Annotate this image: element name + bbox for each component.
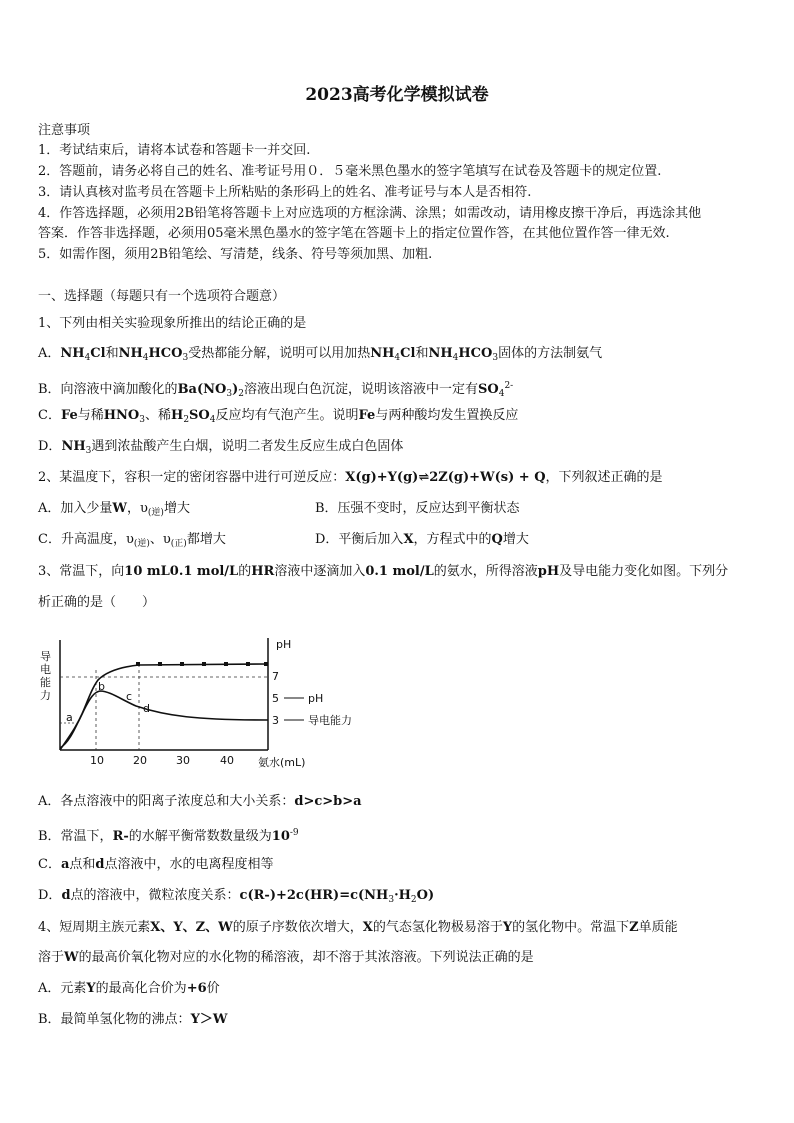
legend-ph-label: pH [308,692,324,705]
right-tick-label: 3 [272,714,279,727]
note-item: 5．如需作图，须用2B铅笔绘、写清楚，线条、符号等须加黑、加粗. [38,247,433,262]
y-axis-label-char: 电 [40,663,51,676]
point-d-label: d [143,702,150,715]
question-3-option-c: C．a点和d点溶液中，水的电离程度相等 [38,857,274,872]
y-axis-label-char: 能 [40,676,51,689]
question-1-option-d: D．$NH_3$遇到浓盐酸产生白烟，说明二者发生反应生成白色固体 [38,439,404,456]
note-item: 4．作答选择题，必须用2B铅笔将答题卡上对应选项的方框涂满、涂黑；如需改动，请用橡皮擦干净后，再选涂其他 [38,206,702,221]
question-4-stem-line-1: 4、短周期主族元素X、Y、Z、W的原子序数依次增大，X的气态氢化物极易溶于Y的氢化物中。常温下Z单质能 [38,920,678,935]
question-2-option-a: A．加入少量W，$\upsilon_{(逆)}$增大 [38,501,190,518]
question-2-option-c: C．升高温度，$\upsilon_{(逆)}$、$\upsilon_{(正)}$都增大 [38,532,226,549]
question-3-option-b: B．常温下，R-的水解平衡常数数量级为$10^{-9}$ [38,828,299,844]
question-2-stem: 2、某温度下，容积一定的密闭容器中进行可逆反应：X(g)+Y(g)⇌2Z(g)+W(s) + Q，下列叙述正确的是 [38,470,663,485]
y-axis-label-char: 力 [40,689,51,702]
point-a-label: a [66,711,73,724]
question-3-stem-line-2: 析正确的是（ ） [38,595,156,610]
notes-heading: 注意事项 [38,123,91,138]
question-2-option-d: D．平衡后加入X，方程式中的Q增大 [315,532,529,547]
note-item: 3．请认真核对监考员在答题卡上所粘贴的条形码上的姓名、准考证号与本人是否相符. [38,185,532,200]
note-item: 1．考试结束后，请将本试卷和答题卡一并交回. [38,143,311,158]
question-3-option-d: D．d点的溶液中，微粒浓度关系：$c(R-)+2c(HR)=c(NH_3\cdot H_2O)$ [38,888,435,905]
x-tick-label: 30 [176,754,190,767]
right-tick-label: 7 [272,670,279,683]
question-1-option-a: A．$NH_4Cl$和$NH_4HCO_3$受热都能分解，说明可以用加热$NH_4Cl$和$NH_4HCO_3$固体的方法制氨气 [38,346,603,363]
point-b-label: b [98,680,105,693]
x-tick-label: 40 [220,754,234,767]
x-tick-label: 10 [90,754,104,767]
y-axis-label-char: 导 [40,650,51,663]
note-item: 2．答题前，请务必将自己的姓名、准考证号用０．５毫米黑色墨水的签字笔填写在试卷及答题卡的规定位置. [38,164,662,179]
question-1-stem: 1、下列由相关实验现象所推出的结论正确的是 [38,316,307,331]
question-4-option-b: B．最简单氢化物的沸点：Y＞W [38,1012,228,1027]
ph-conductivity-graph [36,630,376,780]
conductivity-curve [60,691,268,750]
right-axis-label: pH [276,638,292,651]
right-tick-label: 5 [272,692,279,705]
question-3-figure [36,630,376,780]
question-2-option-b: B．压强不变时，反应达到平衡状态 [315,501,520,516]
x-axis-label: 氨水(mL) [258,756,306,769]
note-item: 答案．作答非选择题，必须用05毫米黑色墨水的签字笔在答题卡上的指定位置作答，在其他位置作答一律无效. [38,226,670,241]
question-3-stem-line-1: 3、常温下，向10 mL0.1 mol/L的HR溶液中逐滴加入0.1 mol/L的氨水，所得溶液pH及导电能力变化如图。下列分 [38,564,729,579]
question-1-option-c: C．Fe与稀$HNO_3$、稀$H_2SO_4$反应均有气泡产生。说明Fe与两种酸均发生置换反应 [38,408,519,425]
page-title: 2023高考化学模拟试卷 [305,85,489,105]
x-tick-label: 20 [133,754,147,767]
legend-conductivity-label: 导电能力 [308,714,352,727]
section-heading: 一、选择题（每题只有一个选项符合题意） [38,289,286,304]
question-1-option-b: B．向溶液中滴加酸化的$Ba(NO_3)_2$溶液出现白色沉淀，说明该溶液中一定有$SO_4^{2-}$ [38,381,514,399]
question-4-option-a: A．元素Y的最高化合价为+6价 [38,981,220,996]
ph-curve [60,664,268,748]
question-4-stem-line-2: 溶于W的最高价氧化物对应的水化物的稀溶液，却不溶于其浓溶液。下列说法正确的是 [38,950,534,965]
point-c-label: c [126,690,133,703]
question-3-option-a: A．各点溶液中的阳离子浓度总和大小关系：d>c>b>a [38,794,362,809]
